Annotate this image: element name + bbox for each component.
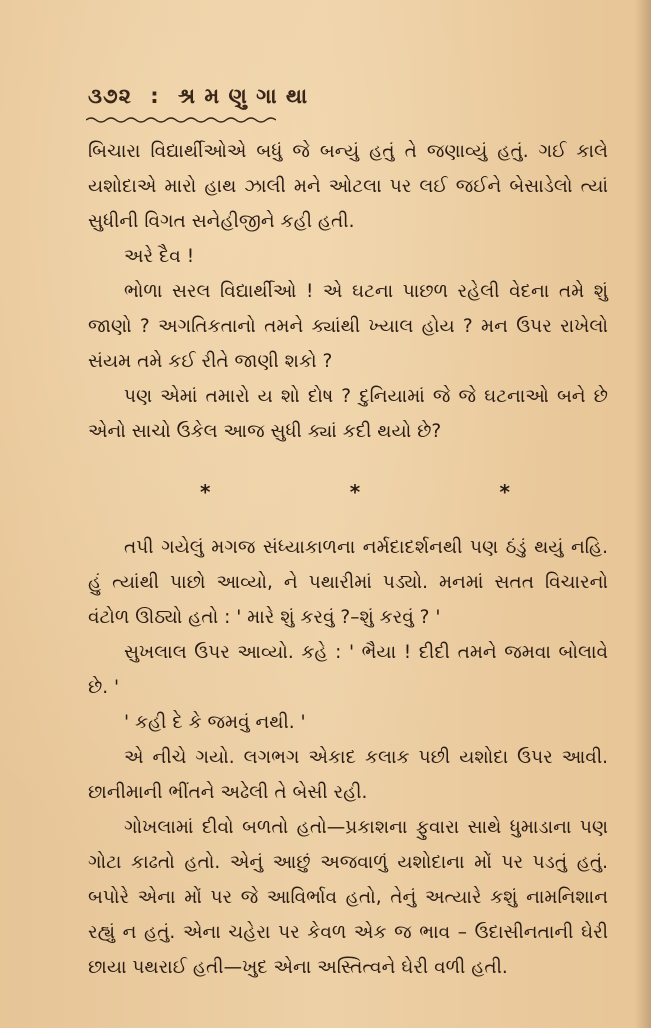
running-header bbox=[88, 84, 308, 109]
header-wavy-rule bbox=[86, 116, 276, 124]
paragraph: ભોળા સરલ વિદ્યાર્થીઓ ! એ ઘટના પાછળ રહેલી વેદના તમે શું જાણો ? અગતિકતાનો તમને ક્યાંથી ખ્યાલ હોય ? મન ઉપર રાખેલો સંયમ તમે કઈ રીતે જાણી શકો ? bbox=[88, 281, 608, 372]
paragraph: તપી ગયેલું મગજ સંધ્યાકાળના નર્મદાદર્શનથી પણ ઠંડું થયું નહિ. હું ત્યાંથી પાછો આવ્યો, ને પથારીમાં પડ્યો. મનમાં સતત વિચારનો વંટોળ ઊઠ્યો હતો : ' મારે શું કરવું ?–શું કરવું ? ' bbox=[88, 537, 608, 628]
paragraph: અરે દૈવ ! bbox=[124, 246, 195, 267]
star-glyph: * bbox=[499, 480, 510, 504]
star-glyph: * bbox=[200, 480, 211, 504]
book-title: શ્ર મ ણુ ગા થા bbox=[177, 84, 309, 108]
paragraph: ' કહી દે કે જમવું નથી. ' bbox=[124, 712, 306, 733]
section-break bbox=[200, 475, 510, 510]
paragraph: પણ એમાં તમારો ય શો દોષ ? દુનિયામાં જે જે ઘટનાઓ બને છે એનો સાચો ઉકેલ આજ સુધી ક્યાં કદી થયો છે? bbox=[88, 386, 608, 442]
body-text bbox=[88, 134, 608, 985]
paragraph: એ નીચે ગયો. લગભગ એકાદ કલાક પછી યશોદા ઉપર આવી. છાનીમાની ભીંતને અઢેલી તે બેસી રહી. bbox=[88, 747, 608, 803]
paragraph: બિચારા વિદ્યાર્થીઓએ બધું જે બન્યું હતું તે જણાવ્યું હતું. ગઈ કાલે યશોદાએ મારો હાથ ઝાલી મને ઓટલા પર લઈ જઈને બેસાડેલો ત્યાં સુધીની વિગત સનેહીજીને કહી હતી. bbox=[88, 141, 608, 232]
page-number: ૩૭૨ bbox=[88, 84, 132, 108]
paragraph: સુખલાલ ઉપર આવ્યો. કહે : ' ભૈયા ! દીદી તમને જમવા બોલાવે છે. ' bbox=[88, 642, 608, 698]
header-separator: : bbox=[150, 84, 160, 108]
star-glyph: * bbox=[349, 480, 361, 504]
paragraph: ગોખલામાં દીવો બળતો હતો—પ્રકાશના ફુવારા સાથે ધુમાડાના પણ ગોટા કાઢતો હતો. એનું આછું અજવાળું યશોદાના મોં પર પડતું હતું. બપોરે એના મોં પર જે આવિર્ભાવ હતો, તેનું અત્યારે કશું નામનિશાન રહ્યું ન હતું. એના ચહેરા પર કેવળ એક જ ભાવ – ઉદાસીનતાની ઘેરી છાયા પથરાઈ હતી—ખુદ એના અસ્તિત્વને ઘેરી વળી હતી. bbox=[88, 817, 608, 978]
page-spine-shadow bbox=[635, 0, 651, 1028]
